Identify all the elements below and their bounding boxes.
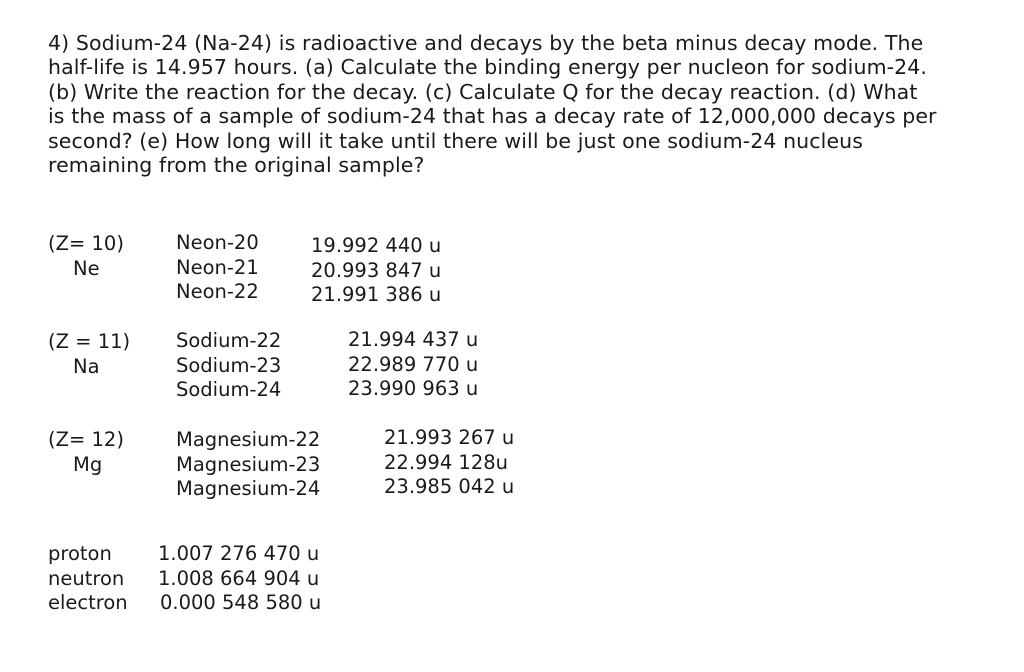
particle-mass: 1.007 276 470 u bbox=[158, 542, 320, 565]
isotope-mass: 23.990 963 u bbox=[348, 377, 479, 400]
isotope-name: Magnesium-24 bbox=[176, 477, 321, 500]
problem-line: half-life is 14.957 hours. (a) Calculate the binding energy per nucleon for sodium-24. bbox=[48, 55, 928, 80]
particle-row-neutron bbox=[48, 567, 321, 592]
element-label-sodium bbox=[48, 330, 130, 379]
isotope-names-sodium bbox=[176, 329, 281, 403]
isotope-name: Sodium-24 bbox=[176, 378, 282, 401]
atomic-number-label: (Z= 12) bbox=[48, 428, 124, 451]
isotope-mass: 20.993 847 u bbox=[311, 258, 442, 282]
problem-line: remaining from the original sample? bbox=[48, 153, 425, 178]
isotope-mass: 22.994 128u bbox=[384, 450, 509, 474]
problem-statement bbox=[48, 31, 1008, 177]
atomic-number-label: (Z= 10) bbox=[48, 232, 124, 255]
isotope-name: Magnesium-23 bbox=[176, 452, 321, 476]
particle-masses bbox=[48, 542, 321, 616]
element-symbol: Ne bbox=[73, 256, 100, 280]
isotope-masses-neon bbox=[311, 234, 441, 308]
element-label-neon bbox=[48, 232, 124, 281]
isotope-name: Magnesium-22 bbox=[176, 428, 321, 451]
problem-line: second? (e) How long will it take until there will be just one sodium-24 nucleus bbox=[48, 128, 864, 153]
isotope-name: Sodium-23 bbox=[176, 353, 282, 377]
isotope-mass: 23.985 042 u bbox=[384, 475, 515, 498]
isotope-masses-magnesium bbox=[384, 426, 514, 500]
isotope-mass: 21.994 437 u bbox=[348, 328, 479, 351]
isotope-name: Neon-22 bbox=[176, 280, 259, 303]
isotope-mass: 22.989 770 u bbox=[348, 352, 479, 376]
isotope-mass: 21.991 386 u bbox=[311, 283, 442, 306]
problem-line: (b) Write the reaction for the decay. (c) Calculate Q for the decay reaction. (d) What bbox=[48, 79, 918, 104]
atomic-number-label: (Z = 11) bbox=[48, 330, 131, 353]
problem-line: 4) Sodium-24 (Na-24) is radioactive and decays by the beta minus decay mode. The bbox=[48, 31, 924, 55]
element-label-magnesium bbox=[48, 428, 124, 477]
problem-line: is the mass of a sample of sodium-24 that has a decay rate of 12,000,000 decays per bbox=[48, 104, 937, 129]
element-symbol: Na bbox=[73, 354, 100, 378]
isotope-name: Neon-21 bbox=[176, 255, 259, 279]
element-symbol: Mg bbox=[73, 452, 103, 476]
particle-row-electron bbox=[48, 591, 321, 616]
particle-mass: 0.000 548 580 u bbox=[160, 591, 322, 615]
isotope-names-magnesium bbox=[176, 428, 320, 502]
isotope-mass: 21.993 267 u bbox=[384, 426, 515, 449]
particle-row-proton bbox=[48, 542, 321, 567]
particle-name: electron bbox=[48, 591, 128, 615]
isotope-names-neon bbox=[176, 231, 259, 305]
particle-mass: 1.008 664 904 u bbox=[158, 566, 320, 590]
particle-name: proton bbox=[48, 542, 112, 565]
isotope-mass: 19.992 440 u bbox=[311, 234, 442, 257]
isotope-name: Neon-20 bbox=[176, 231, 259, 254]
isotope-name: Sodium-22 bbox=[176, 329, 282, 352]
isotope-masses-sodium bbox=[348, 328, 478, 402]
particle-name: neutron bbox=[48, 566, 125, 590]
